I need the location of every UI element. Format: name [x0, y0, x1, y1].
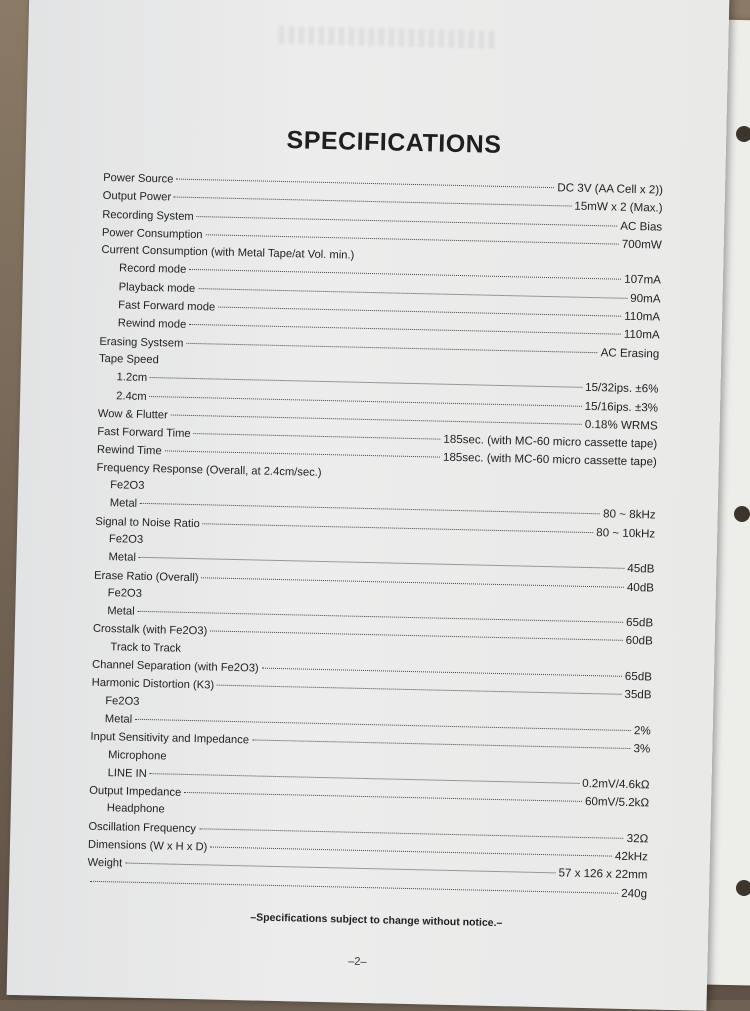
spec-value: 15mW x 2 (Max.) — [574, 199, 663, 215]
spec-label: Fast Forward mode — [118, 299, 216, 314]
spec-label: Metal — [109, 497, 138, 511]
spec-value: 42kHz — [614, 849, 649, 864]
spec-label: Rewind Time — [96, 444, 162, 458]
spec-label: Recording System — [102, 208, 194, 223]
spec-value: 65dB — [624, 669, 653, 684]
spec-label: Input Sensitivity and Impedance — [90, 730, 250, 747]
punch-hole-top — [736, 126, 750, 142]
spec-label: Erasing Systsem — [99, 335, 184, 350]
document-page — [7, 0, 730, 1011]
spec-value: 57 x 126 x 22mm — [558, 866, 648, 882]
spec-label: Dimensions (W x H x D) — [87, 838, 208, 854]
spec-label: Fe2O3 — [107, 586, 143, 600]
dot-leader — [252, 740, 631, 750]
spec-value: 45dB — [627, 562, 655, 576]
spec-value: 0.18% WRMS — [584, 417, 658, 433]
spec-value: 35dB — [624, 688, 652, 702]
dot-leader — [174, 197, 571, 207]
spec-label: Output Power — [102, 190, 172, 204]
spec-label: LINE IN — [107, 766, 147, 780]
spec-list — [87, 169, 663, 902]
spec-value: 185sec. (with MC-60 micro cassette tape) — [442, 451, 657, 469]
punch-hole-bottom — [736, 880, 750, 896]
spec-value: 65dB — [625, 616, 654, 630]
spec-value: 110mA — [623, 328, 660, 342]
spec-label: Weight — [87, 857, 123, 870]
spec-value: 60dB — [625, 634, 653, 648]
spec-label: 1.2cm — [116, 371, 148, 385]
dot-leader — [150, 773, 579, 784]
punch-hole-middle — [734, 506, 750, 522]
spec-label: Erase Ratio (Overall) — [93, 569, 199, 584]
spec-value: 2% — [633, 724, 651, 738]
spec-label: Output Impedance — [89, 784, 182, 799]
spec-label: Metal — [107, 605, 135, 618]
spec-label: Microphone — [107, 748, 167, 762]
dot-leader — [203, 523, 593, 533]
dot-leader — [194, 433, 441, 440]
spec-value: AC Bias — [620, 219, 663, 234]
dot-leader — [150, 396, 582, 407]
show-through-text — [278, 26, 498, 49]
dot-leader — [197, 216, 618, 227]
dot-leader — [189, 269, 621, 280]
dot-leader — [186, 343, 597, 353]
spec-value: 15/32ips. ±6% — [584, 381, 659, 396]
dot-leader — [90, 880, 618, 893]
disclaimer-note: –Specifications subject to change without notice.– — [250, 911, 503, 930]
dot-leader — [199, 828, 624, 839]
page-title: SPECIFICATIONS — [286, 126, 502, 159]
spec-label: Headphone — [106, 802, 165, 816]
spec-value: 185sec. (with MC-60 micro cassette tape) — [443, 432, 658, 451]
spec-label: Track to Track — [110, 640, 182, 655]
dot-leader — [139, 557, 624, 569]
page-number: –2– — [348, 955, 367, 969]
spec-value: 80 ~ 10kHz — [596, 525, 656, 541]
spec-value: 107mA — [624, 273, 662, 288]
spec-label: Metal — [104, 712, 133, 726]
dot-leader — [217, 685, 621, 695]
spec-label: Rewind mode — [117, 317, 187, 332]
spec-label: Metal — [108, 551, 137, 564]
spec-value: 40dB — [626, 580, 655, 595]
spec-label: Oscillation Frequency — [88, 820, 197, 835]
dot-leader — [138, 611, 623, 623]
spec-label: Record mode — [118, 262, 187, 277]
spec-value: AC Erasing — [600, 345, 660, 361]
spec-value: DC 3V (AA Cell x 2)) — [557, 181, 664, 197]
spec-label: Current Consumption (with Metal Tape/at Vol. min.) — [101, 244, 355, 262]
spec-value: 700mW — [621, 237, 662, 252]
dot-leader — [171, 414, 582, 424]
spec-label: Crosstalk (with Fe2O3) — [92, 623, 208, 638]
spec-label: Power Consumption — [101, 226, 203, 242]
spec-value: 110mA — [624, 309, 661, 324]
dot-leader — [176, 179, 554, 189]
dot-leader — [262, 668, 622, 677]
spec-value: 3% — [633, 742, 651, 756]
dot-leader — [150, 377, 582, 388]
spec-label: Harmonic Distortion (K3) — [91, 677, 215, 692]
dot-leader — [206, 234, 619, 244]
spec-label: Fe2O3 — [105, 694, 140, 708]
dot-leader — [125, 863, 555, 874]
spec-value: 80 ~ 8kHz — [602, 507, 656, 522]
spec-value: 0.2mV/4.6kΩ — [582, 776, 650, 792]
dot-leader — [218, 307, 621, 317]
spec-label: Fe2O3 — [108, 533, 144, 546]
spec-label: Wow & Flutter — [97, 407, 168, 422]
spec-value: 15/16ips. ±3% — [584, 399, 659, 415]
dot-leader — [202, 577, 624, 588]
dot-leader — [140, 503, 600, 514]
spec-label: Channel Separation (with Fe2O3) — [91, 658, 259, 675]
spec-value: 60mV/5.2kΩ — [584, 795, 650, 810]
page-content — [86, 122, 664, 932]
dot-leader — [198, 288, 627, 299]
spec-label: Power Source — [103, 171, 174, 186]
spec-value: 240g — [621, 886, 648, 901]
dot-leader — [135, 719, 631, 731]
dot-leader — [165, 451, 440, 458]
spec-label: Fast Forward Time — [97, 426, 191, 441]
dot-leader — [184, 792, 582, 802]
spec-label: 2.4cm — [116, 389, 147, 403]
spec-value: 90mA — [630, 291, 661, 306]
spec-label: Playback mode — [118, 281, 196, 295]
dot-leader — [189, 324, 621, 335]
spec-value: 32Ω — [626, 831, 649, 846]
spec-label: Tape Speed — [98, 352, 159, 367]
dot-leader — [210, 846, 612, 856]
spec-label: Fe2O3 — [110, 479, 145, 492]
dot-leader — [210, 631, 622, 641]
spec-label: Frequency Response (Overall, at 2.4cm/sec.) — [96, 461, 322, 479]
spec-label: Signal to Noise Ratio — [95, 515, 200, 530]
